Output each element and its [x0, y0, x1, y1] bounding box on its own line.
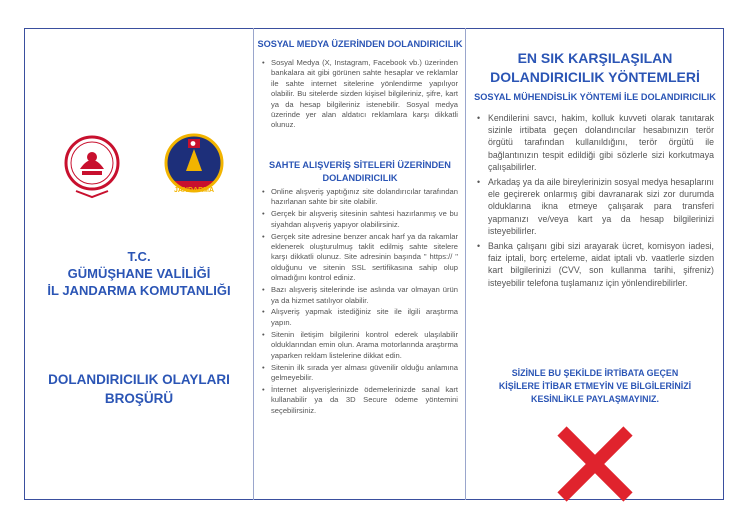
- right-panel: [466, 28, 724, 500]
- warning-line: KESİNLİKLE PAYLAŞMAYINIZ.: [531, 394, 659, 404]
- warning-line: SİZİNLE BU ŞEKİLDE İRTİBATA GEÇEN: [511, 368, 679, 378]
- list-item: • Bazı alışveriş sitelerinde ise aslında var olmayan ürün ya da hizmet satılıyor olabilir.: [262, 285, 458, 306]
- logos: [64, 133, 234, 213]
- list-item: • Sosyal Medya (X, Instagram, Facebook vb.) üzerinden bankalara ait gibi görünen sahte hesaplar ve reklamlar ile sahte internet sitelerine yönlendirme yapılıyor olabilir. Bu sitelerde sizden kişisel bilgileriniz, şifre, kart ya da hesap bilgileriniz istenebilir. Sosyal medya üzerinde yer alan aldatıcı reklamlara karşı dikkatli olunuz.: [262, 58, 458, 131]
- warning-line: KİŞİLERE İTİBAR ETMEYİN VE BİLGİLERİNİZİ: [498, 381, 692, 391]
- title-line: İL JANDARMA KOMUTANLIĞI: [47, 283, 231, 298]
- methods-title: [466, 49, 724, 87]
- title-line: GÜMÜŞHANE VALİLİĞİ: [67, 266, 211, 281]
- list-item: • İnternet alışverişlerinizde ödemelerinizde sanal kart kullanabilir ya da 3D Secure ödeme yöntemini seçebilirsiniz.: [262, 385, 458, 416]
- methods-title-line: EN SIK KARŞILAŞILAN: [517, 50, 673, 66]
- list-item: • Gerçek site adresine benzer ancak harf ya da rakamlar eklenerek oluşturulmuş taklit edilmiş sahte sitelere karşı dikkatli olunuz. Site adresinin başında " https:// " olduğunu ve sitenin SSL sertifikasına sahip olup olmadığını kontrol ediniz.: [262, 232, 458, 284]
- list-item: • Online alışveriş yaptığınız site dolandırıcılar tarafından hazırlanan sahte bir site olabilir.: [262, 187, 458, 208]
- fake-shopping-list: [262, 187, 458, 418]
- middle-panel: [254, 28, 466, 500]
- jandarma-logo-icon: [164, 133, 224, 201]
- institution-title: [24, 248, 254, 299]
- social-engineering-list: [476, 112, 714, 292]
- section-heading-social-media: SOSYAL MEDYA ÜZERİNDEN DOLANDIRICILIK: [257, 39, 463, 49]
- list-item: • Kendilerini savcı, hakim, kolluk kuvveti olarak tanıtarak sizinle irtibata geçen dolandırıcılar hesabınızın terör örgütü tarafından kullanıldığını, terör örgütü ile bağlantınızın tespit edildiği gibi sözlerle sizi korkutmaya çalışabilirler.: [476, 112, 714, 173]
- list-item: • Banka çalışanı gibi sizi arayarak ücret, komisyon iadesi, faiz iptali, borç erteleme, aidat iptali vb. vaatlerle sizden kart bilgilerinizi (CVV, son kullanma tarihi, şifreniz) isteyebilir telefona tuşlamanız için yönlendirebilirler.: [476, 240, 714, 289]
- list-item: • Gerçek bir alışveriş sitesinin sahtesi hazırlanmış ve bu siyahdan alışveriş yapıyor olabilirsiniz.: [262, 209, 458, 230]
- section-heading-social-engineering: SOSYAL MÜHENDİSLİK YÖNTEMİ İLE DOLANDIRICILIK: [474, 92, 716, 102]
- brochure-title-line: DOLANDIRICILIK OLAYLARI: [48, 372, 230, 387]
- title-line: T.C.: [127, 249, 151, 264]
- jandarma-logo-text: JANDARMA: [173, 187, 215, 194]
- warning-text: [474, 367, 716, 406]
- brochure-title: [24, 370, 254, 408]
- section-heading-fake-shopping: SAHTE ALIŞVERİŞ SİTELERİ ÜZERİNDEN DOLANDIRICILIK: [269, 160, 451, 183]
- list-item: • Alışveriş yapmak istediğiniz site ile ilgili araştırma yapın.: [262, 307, 458, 328]
- list-item: • Sitenin ilk sırada yer alması güvenilir olduğu anlamına gelmeyebilir.: [262, 363, 458, 384]
- list-item: • Sitenin iletişim bilgilerini kontrol ederek ulaşılabilir olduklarından emin olun. Arama motorlarında araştırma yaparken reklam listelerine dikkat edin.: [262, 330, 458, 361]
- list-item: • Arkadaş ya da aile bireylerinizin sosyal medya hesaplarını ele geçirerek onlarmış gibi davranarak sizi zor durumda olduklarına ikna etmeye çalışarak para transferi yapmanızı ve/veya kart ya da hesap bilgilerinizi isteyebilirler.: [476, 176, 714, 237]
- left-panel: [24, 28, 254, 500]
- methods-title-line: DOLANDIRICILIK YÖNTEMLERİ: [490, 69, 700, 85]
- social-media-list: [262, 58, 458, 132]
- brochure-title-line: BROŞÜRÜ: [104, 391, 174, 406]
- red-x-icon: [552, 421, 638, 507]
- valilik-logo-icon: [64, 133, 120, 199]
